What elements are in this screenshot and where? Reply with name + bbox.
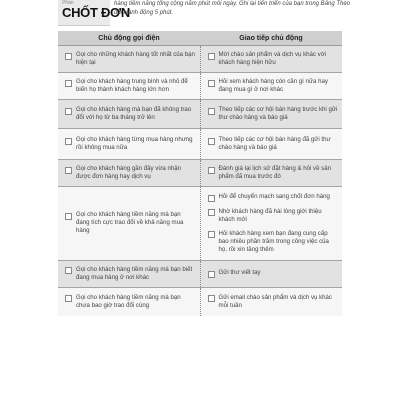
logo-title: CHỐT ĐƠN: [62, 5, 130, 20]
entry-text: Hỏi xem khách hàng còn cần gì nữa hay đang mua gì ở nơi khác: [218, 78, 328, 93]
calling-cell: [58, 100, 200, 129]
entry-text: Gọi cho khách hàng tiềm năng mà bạn chưa bao giờ trao đổi cùng: [76, 293, 181, 309]
entry-text: Theo tiếp các cơ hội bán hàng đã gửi thư chào hàng và báo giá: [218, 136, 331, 151]
list-entry: [201, 129, 343, 159]
table-row: [58, 287, 342, 316]
checkbox-icon[interactable]: [208, 231, 215, 238]
checkbox-icon[interactable]: [65, 167, 72, 174]
entry-text: Hỏi để chuyển mạch sang chốt đơn hàng: [218, 193, 330, 200]
checkbox-icon[interactable]: [65, 53, 72, 60]
calling-cell: [58, 129, 200, 160]
list-entry: [201, 46, 343, 72]
checkbox-icon[interactable]: [208, 80, 215, 87]
table-row: [58, 129, 342, 160]
checkbox-icon[interactable]: [65, 213, 72, 220]
calling-cell: [58, 287, 200, 316]
checkbox-icon[interactable]: [65, 80, 72, 87]
entry-text: Gọi cho khách hàng mà bạn đã không trao đổi với họ từ ba tháng trở lên: [76, 106, 192, 121]
intro-text: hàng tiềm năng tổng cộng năm phút mỗi ngày. Ghi lại tiến triển của bạn trong Bảng Theo dõi Hành động 5 phút.: [114, 1, 351, 16]
column-header-calling: Chủ động gọi điện: [58, 31, 200, 46]
list-entry: [201, 227, 343, 260]
page-header: [0, 0, 400, 30]
table-row: [58, 160, 342, 187]
chapter-logo: [58, 0, 130, 26]
checkbox-icon[interactable]: [65, 138, 72, 145]
communication-cell: [200, 129, 342, 160]
logo-part-label: Phần: [62, 0, 74, 6]
entry-text: Gọi cho khách hàng tiềm năng mà bạn đang tích cực trao đổi về khả năng mua hàng: [76, 211, 184, 235]
list-entry: [201, 187, 343, 205]
calling-cell: [58, 73, 200, 100]
entry-text: Theo tiếp các cơ hội bán hàng trước khi gửi thư chào hàng và báo giá: [218, 106, 338, 121]
calling-cell: [58, 260, 200, 287]
communication-cell: [200, 46, 342, 73]
entry-text: Hỏi khách hàng xem bạn đang cung cấp bao nhiêu phần trăm trong công việc của họ, rồi xin tăng thêm: [218, 229, 329, 253]
checkbox-icon[interactable]: [65, 108, 72, 115]
entry-text: Gọi cho khách hàng trung bình và nhỏ để biến họ thành khách hàng lớn hơn: [76, 78, 188, 93]
entry-text: Mời chào sản phẩm và dịch vụ khác với khách hàng hiện hữu: [218, 51, 327, 66]
entry-text: Gửi thư viết tay: [218, 269, 261, 277]
list-entry: [201, 100, 343, 128]
communication-cell: [200, 73, 342, 100]
action-table: [58, 31, 342, 316]
list-entry: [58, 73, 200, 99]
entry-text: Nhờ khách hàng đã hài lòng giới thiệu khách mới: [218, 207, 322, 223]
entry-text: Gọi cho khách hàng tiềm năng mà bạn biết đang mua hàng ở nơi khác: [76, 265, 193, 281]
list-entry: [201, 73, 343, 99]
list-entry: [201, 288, 343, 316]
entry-text: Gọi cho khách hàng gần đây vừa nhận được đơn hàng hay dịch vụ: [76, 165, 182, 180]
entry-text: Gửi email chào sản phẩm và dịch vụ khác mỗi tuần: [218, 293, 332, 309]
list-entry: [58, 129, 200, 159]
list-entry: [201, 205, 343, 227]
table-row: [58, 100, 342, 129]
checkbox-icon[interactable]: [65, 267, 72, 274]
table-row: [58, 260, 342, 287]
list-entry: [58, 205, 200, 241]
communication-cell: [200, 160, 342, 187]
list-entry: [201, 160, 343, 186]
entry-text: Đánh giá lại lịch sử đặt hàng & hỏi về sản phẩm đã mua trước đó: [218, 165, 331, 180]
checkbox-icon[interactable]: [65, 295, 72, 302]
table-row: [58, 187, 342, 261]
list-entry: [58, 261, 200, 287]
checkbox-icon[interactable]: [208, 167, 215, 174]
checkbox-icon[interactable]: [208, 209, 215, 216]
checkbox-icon[interactable]: [208, 195, 215, 202]
checkbox-icon[interactable]: [208, 108, 215, 115]
checkbox-icon[interactable]: [208, 53, 215, 60]
list-entry: [58, 100, 200, 128]
table-row: [58, 46, 342, 73]
calling-cell: [58, 46, 200, 73]
entry-text: Gọi cho khách hàng từng mua hàng nhưng rồi không mua nữa: [76, 136, 193, 151]
communication-cell: [200, 187, 342, 261]
communication-cell: [200, 260, 342, 287]
entry-text: Gọi cho những khách hàng tốt nhất của bạn hiện tại: [76, 51, 195, 66]
checkbox-icon[interactable]: [208, 138, 215, 145]
communication-cell: [200, 287, 342, 316]
calling-cell: [58, 187, 200, 261]
checkbox-icon[interactable]: [208, 271, 215, 278]
column-header-communication: Giao tiếp chủ động: [200, 31, 342, 46]
list-entry: [201, 264, 343, 283]
list-entry: [58, 160, 200, 186]
checkbox-icon[interactable]: [208, 295, 215, 302]
list-entry: [58, 288, 200, 316]
table-row: [58, 73, 342, 100]
list-entry: [58, 46, 200, 72]
table-body: [58, 46, 342, 316]
calling-cell: [58, 160, 200, 187]
communication-cell: [200, 100, 342, 129]
